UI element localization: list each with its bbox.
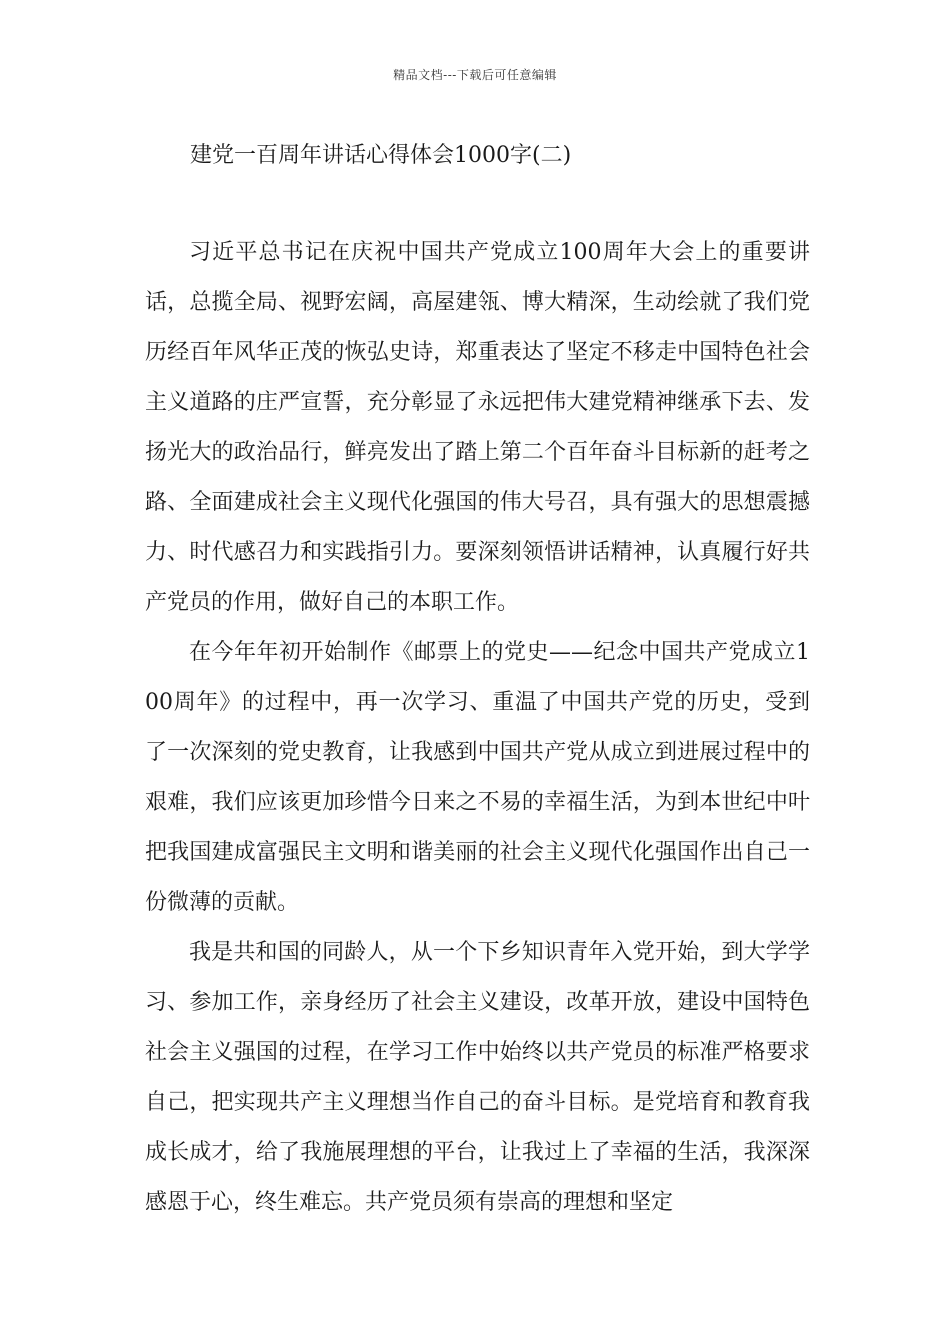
paragraph: 我是共和国的同龄人，从一个下乡知识青年入党开始，到大学学习、参加工作，亲身经历了社会主义建设，改革开放，建设中国特色社会主义强国的过程，在学习工作中始终以共产党员的标准严格要求自己，把实现共产主义理想当作自己的奋斗目标。是党培育和教育我成长成才，给了我施展理想的平台，让我过上了幸福的生活，我深深感恩于心，终生难忘。共产党员须有崇高的理想和坚定	[145, 940, 810, 1215]
header-note: 精品文档---下载后可任意编辑	[393, 68, 557, 82]
paragraph: 习近平总书记在庆祝中国共产党成立100周年大会上的重要讲话，总揽全局、视野宏阔，高屋建瓴、博大精深，生动绘就了我们党历经百年风华正茂的恢弘史诗，郑重表达了坚定不移走中国特色社会主义道路的庄严宣誓，充分彰显了永远把伟大建党精神继承下去、发扬光大的政治品行，鲜亮发出了踏上第二个百年奋斗目标新的赶考之路、全面建成社会主义现代化强国的伟大号召，具有强大的思想震撼力、时代感召力和实践指引力。要深刻领悟讲话精神，认真履行好共产党员的作用，做好自己的本职工作。	[145, 240, 810, 615]
document-title: 建党一百周年讲话心得体会1000字(二)	[190, 143, 572, 168]
document-body	[145, 228, 810, 1228]
paragraph: 在今年年初开始制作《邮票上的党史——纪念中国共产党成立100周年》的过程中，再一次学习、重温了中国共产党的历史，受到了一次深刻的党史教育，让我感到中国共产党从成立到进展过程中的艰难，我们应该更加珍惜今日来之不易的幸福生活，为到本世纪中叶把我国建成富强民主文明和谐美丽的社会主义现代化强国作出自己一份微薄的贡献。	[145, 640, 810, 915]
